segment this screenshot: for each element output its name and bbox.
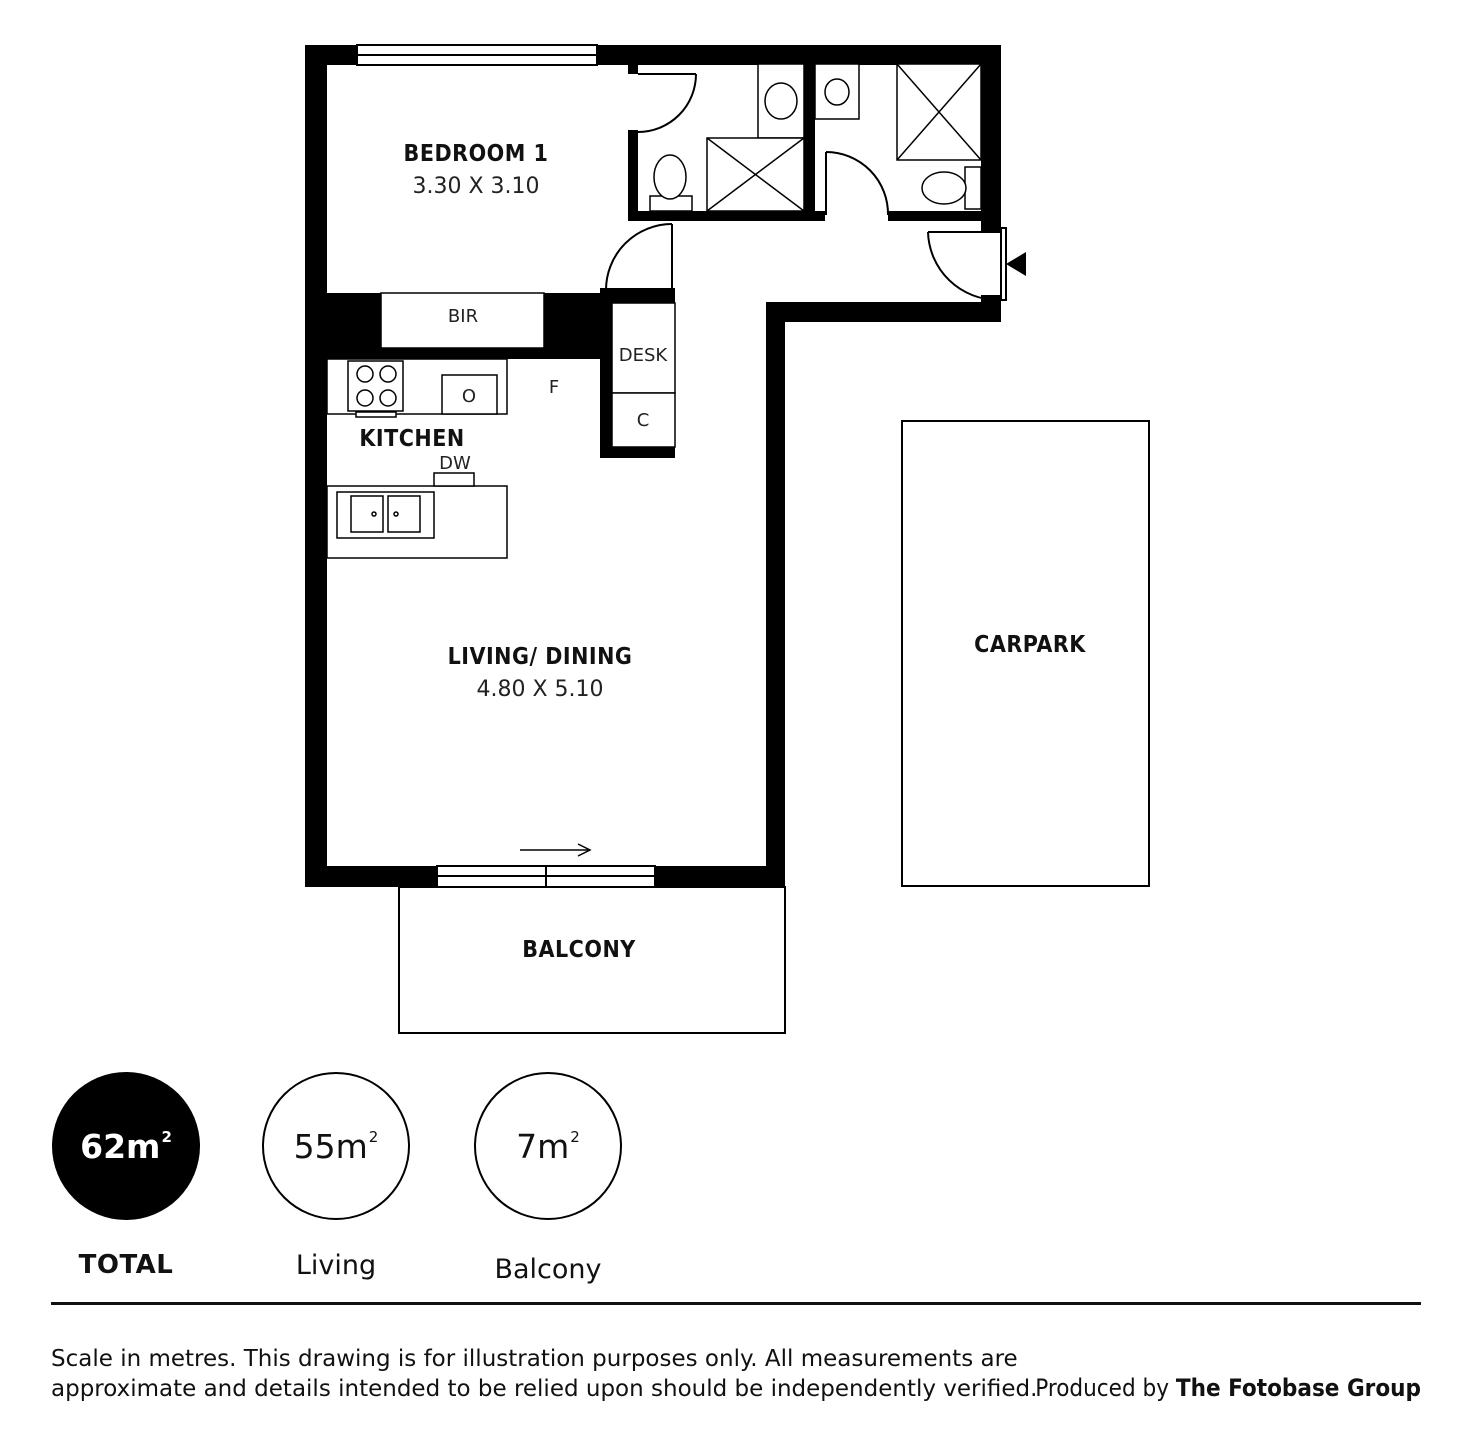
balcony-area-value [516,1127,580,1166]
living-area-value [294,1127,379,1166]
dishwasher-label: DW [439,453,471,474]
bathroom-door [826,152,888,215]
footer-divider [51,1302,1421,1305]
total-area-unit: 2 [161,1127,172,1146]
living-title: LIVING/ DINING [447,644,633,670]
produced-by [1035,1374,1421,1402]
disclaimer-text: Scale in metres. This drawing is for illustration purposes only. All measurements are approximate and details intended to be relied upon should be independently verified. [51,1346,1038,1402]
living-area-label: Living [295,1250,377,1281]
living-area-unit: 2 [368,1127,379,1146]
balcony-title: BALCONY [522,937,636,963]
cupboard-label: C [636,410,650,431]
carpark-title: CARPARK [974,632,1086,658]
entry-door [928,228,1006,300]
total-area-label: TOTAL [78,1250,174,1280]
bedroom-window [357,45,597,65]
bedroom-door [606,224,672,290]
entry-arrow-icon [1006,252,1026,276]
produced-prefix: Produced by [1035,1374,1170,1402]
balcony-area-number: 7m [516,1126,570,1166]
kitchen-title: KITCHEN [359,426,465,452]
bathroom-fixtures [815,64,981,209]
total-area-badge [52,1072,200,1220]
bedroom-title: BEDROOM 1 [403,141,549,167]
walls [305,45,1001,887]
balcony-area-badge [474,1072,622,1220]
fridge-label: F [548,377,560,398]
ensuite-door [638,74,696,132]
balcony-area-label: Balcony [494,1254,602,1285]
living-size: 4.80 X 5.10 [476,677,604,702]
total-area-number: 62m [80,1126,161,1166]
desk-label: DESK [618,345,668,366]
living-area-badge [262,1072,410,1220]
bedroom-size: 3.30 X 3.10 [412,174,540,199]
bir-label: BIR [447,306,479,327]
kitchen-fixtures [327,359,507,558]
balcony-sliding-door [437,844,655,887]
balcony-area-unit: 2 [570,1127,580,1146]
total-area-value [80,1127,172,1166]
ensuite-fixtures [650,64,804,211]
living-area-number: 55m [293,1126,368,1166]
produced-brand: The Fotobase Group [1175,1374,1421,1402]
oven-label: O [461,386,477,407]
